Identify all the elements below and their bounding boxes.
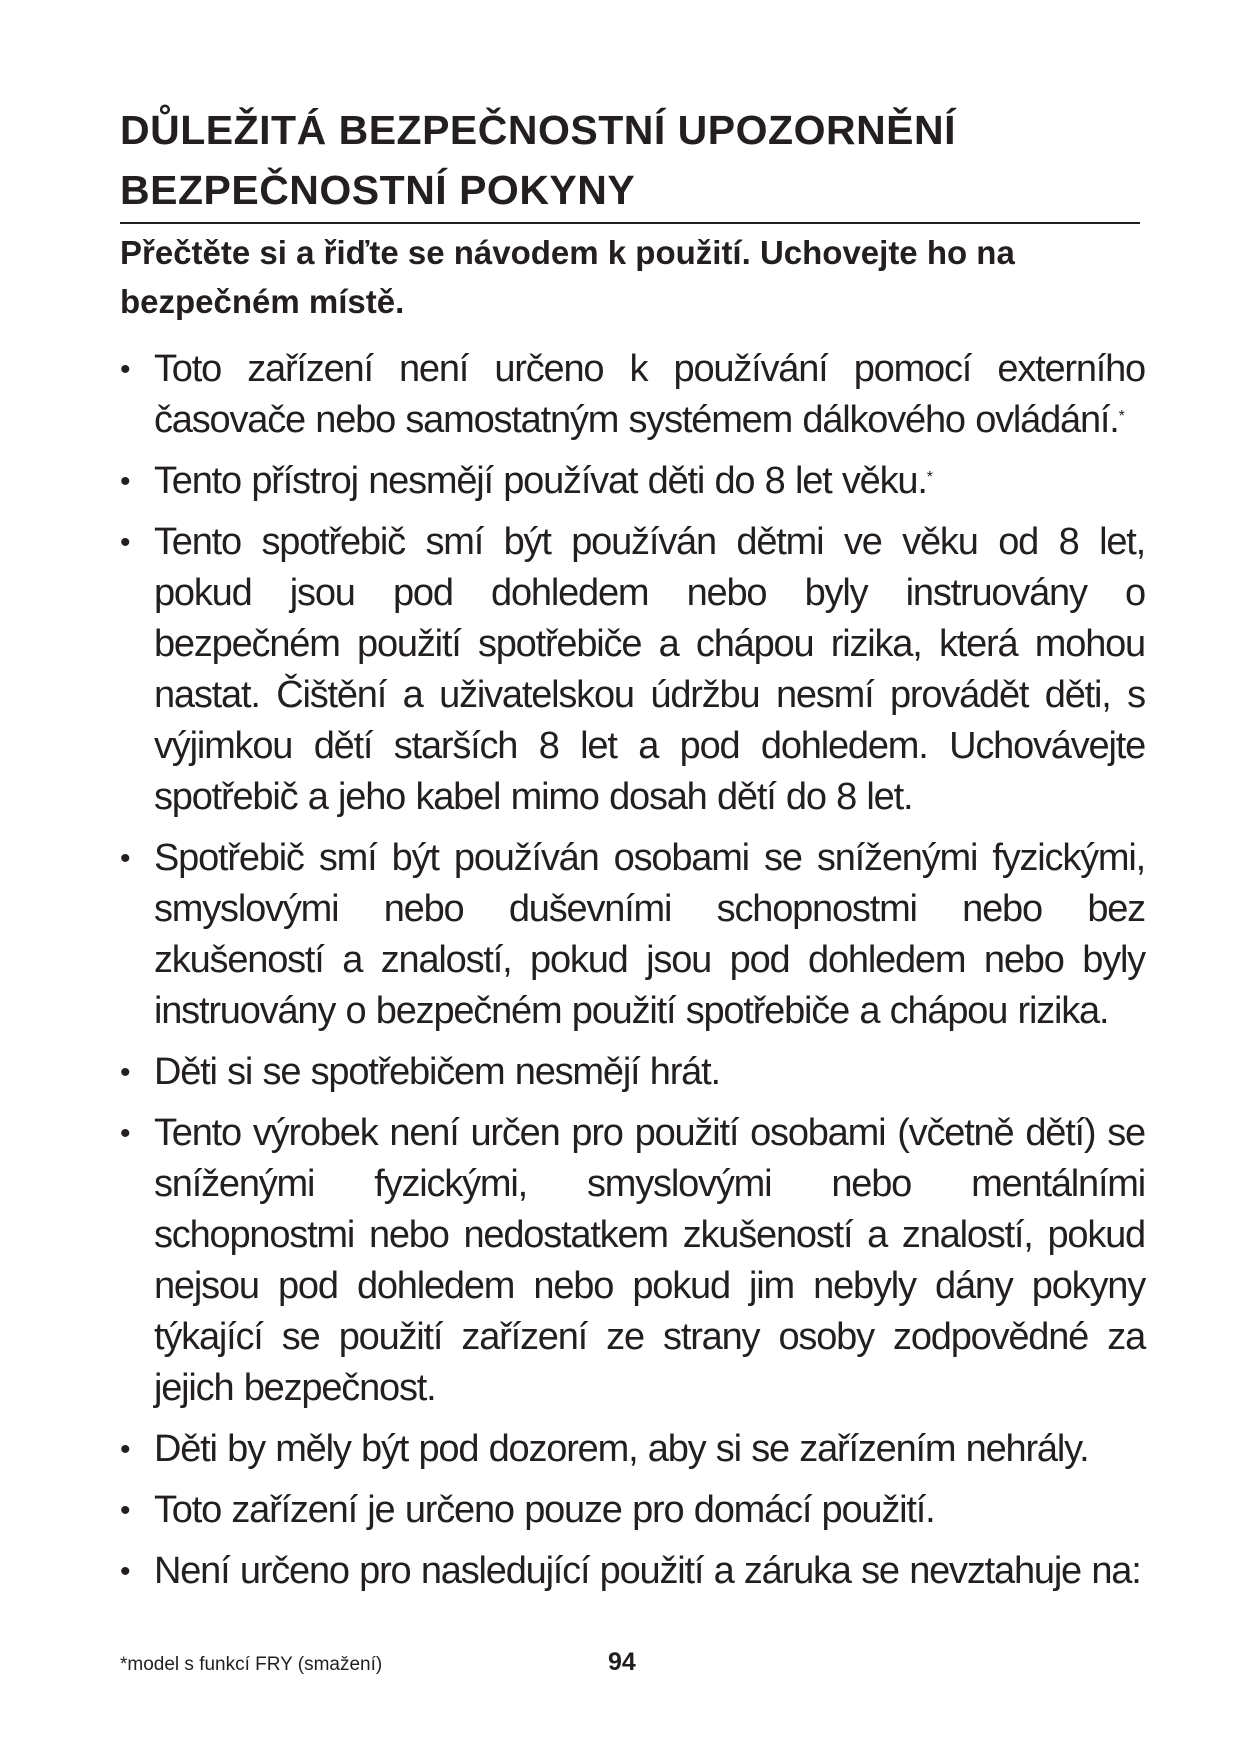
list-item [120, 517, 1145, 823]
page-number: 94 [608, 1648, 636, 1676]
list-item [120, 833, 1145, 1037]
list-item [120, 1108, 1145, 1414]
bullet-icon: • [120, 1555, 131, 1588]
bullet-icon: • [120, 353, 131, 386]
bullet-icon: • [120, 1056, 131, 1089]
list-item-text: Děti si se spotřebičem nesmějí hrát. [154, 1051, 720, 1093]
list-item [120, 1047, 1145, 1098]
bullet-icon: • [120, 526, 131, 559]
header-divider [120, 222, 1140, 224]
bullet-icon: • [120, 465, 131, 498]
bullet-icon: • [120, 1433, 131, 1466]
list-item [120, 1546, 1145, 1597]
footnote: *model s funkcí FRY (smažení) [120, 1654, 383, 1675]
list-item [120, 1485, 1145, 1536]
list-item [120, 1424, 1145, 1475]
footnote-mark: * [1118, 408, 1125, 425]
list-item-text: Tento přístroj nesmějí používat děti do 8 let věku. [154, 460, 927, 502]
page-title: DŮLEŽITÁ BEZPEČNOSTNÍ UPOZORNĚNÍ [120, 107, 957, 153]
bullet-icon: • [120, 1494, 131, 1527]
footnote-mark: * [926, 469, 933, 486]
safety-list [120, 344, 1145, 1607]
list-item-text: Toto zařízení není určeno k používání pomocí externího časovače nebo samostatným systémem dálkového ovládání. [154, 348, 1145, 441]
list-item-text: Není určeno pro nasledující použití a záruka se nevztahuje na: [154, 1550, 1141, 1592]
list-item-text: Tento výrobek není určen pro použití osobami (včetně dětí) se sníženými fyzickými, smyslovými nebo mentálními schopnostmi nebo nedostatkem zkušeností a znalostí, pokud nejsou pod dohledem nebo pokud jim nebyly dány pokyny týkající se použití zařízení ze strany osoby zodpovědné za jejich bezpečnost. [154, 1112, 1145, 1409]
bullet-icon: • [120, 842, 131, 875]
list-item-text: Toto zařízení je určeno pouze pro domácí použití. [154, 1489, 935, 1531]
section-title: BEZPEČNOSTNÍ POKYNY [120, 167, 636, 213]
list-item-text: Spotřebič smí být používán osobami se sníženými fyzickými, smyslovými nebo duševními schopnostmi nebo bez zkušeností a znalostí, pokud jsou pod dohledem nebo byly instruovány o bezpečném použití spotřebiče a chápou rizika. [154, 837, 1145, 1032]
bullet-icon: • [120, 1117, 131, 1150]
list-item [120, 344, 1145, 446]
list-item [120, 456, 1145, 507]
list-item-text: Tento spotřebič smí být používán dětmi ve věku od 8 let, pokud jsou pod dohledem nebo byly instruovány o bezpečném použití spotřebiče a chápou rizika, která mohou nastat. Čištění a uživatelskou údržbu nesmí provádět děti, s výjimkou dětí starších 8 let a pod dohledem. Uchovávejte spotřebič a jeho kabel mimo dosah dětí do 8 let. [154, 521, 1145, 818]
list-item-text: Děti by měly být pod dozorem, aby si se zařízením nehrály. [154, 1428, 1089, 1470]
page-header [120, 100, 1140, 220]
intro-instruction: Přečtěte si a řiďte se návodem k použití. Uchovejte ho na bezpečném místě. [120, 234, 1015, 320]
